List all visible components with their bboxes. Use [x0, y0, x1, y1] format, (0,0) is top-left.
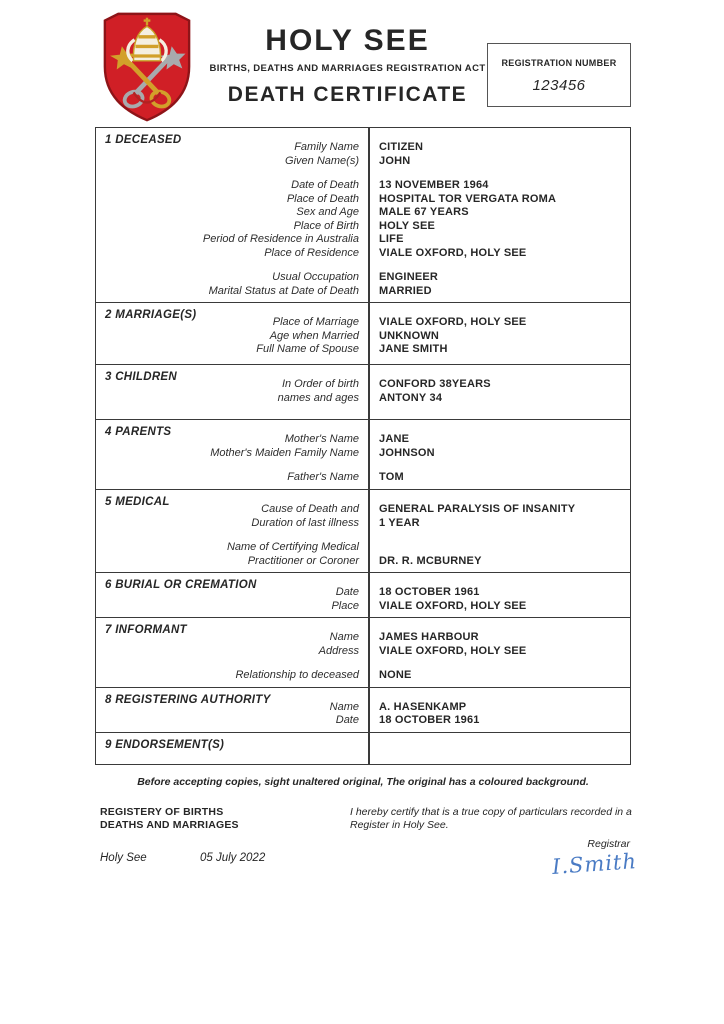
- field-row: [96, 555, 630, 569]
- field-value: 1 YEAR: [379, 516, 420, 529]
- section-rows: [96, 128, 630, 302]
- field-value: GENERAL PARALYSIS OF INSANITY: [379, 503, 576, 515]
- certificate-section: [96, 572, 630, 617]
- field-label: Duration of last illness: [251, 516, 359, 529]
- field-label: Full Name of Spouse: [256, 343, 359, 355]
- field-label: Name of Certifying Medical: [226, 541, 359, 553]
- field-row: [96, 541, 630, 555]
- field-label: Usual Occupation: [272, 271, 359, 283]
- field-value: LIFE: [379, 233, 404, 245]
- field-row: [96, 330, 630, 344]
- field-label: Place of Birth: [293, 219, 359, 232]
- field-row: [96, 433, 630, 447]
- certificate-section: [96, 419, 630, 489]
- field-label: Practitioner or Coroner: [247, 554, 359, 567]
- row-spacer: [96, 530, 630, 541]
- registrar-signature: I.Smith: [551, 849, 638, 879]
- section-title: 1 DECEASED: [105, 134, 182, 146]
- field-row: [96, 503, 630, 517]
- field-label: Address: [318, 644, 359, 657]
- registration-number-box: [487, 43, 631, 107]
- field-value: NONE: [379, 669, 412, 681]
- field-value: JAMES HARBOUR: [379, 631, 479, 643]
- certificate-table: [95, 127, 631, 765]
- field-value: JANE SMITH: [379, 343, 448, 355]
- field-row: [96, 392, 630, 406]
- field-label: Given Name(s): [285, 154, 359, 167]
- field-label: Place: [331, 599, 359, 612]
- field-value: TOM: [379, 471, 404, 483]
- field-label: Date: [335, 586, 359, 598]
- field-label: Name: [329, 631, 359, 643]
- field-row: [96, 179, 630, 193]
- field-label: Place of Marriage: [272, 316, 359, 328]
- field-row: [96, 645, 630, 659]
- field-row: [96, 471, 630, 485]
- field-value: JANE: [379, 433, 410, 445]
- field-label: Marital Status at Date of Death: [208, 284, 359, 297]
- field-label: Family Name: [294, 141, 359, 153]
- field-value: CONFORD 38YEARS: [379, 378, 491, 390]
- section-title: 3 CHILDREN: [105, 371, 178, 383]
- section-title: 7 INFORMANT: [105, 624, 187, 636]
- act-subtitle: BIRTHS, DEATHS AND MARRIAGES REGISTRATION ACT: [209, 63, 486, 74]
- field-label: Date of Death: [291, 179, 359, 191]
- field-value: A. HASENKAMP: [379, 700, 467, 713]
- section-title: 9 ENDORSEMENT(S): [105, 738, 225, 751]
- section-title: 6 BURIAL OR CREMATION: [105, 579, 257, 591]
- registry-line-1: REGISTERY OF BIRTHS: [100, 806, 224, 818]
- field-label: Age when Married: [269, 329, 359, 342]
- field-value: VIALE OXFORD, HOLY SEE: [379, 599, 527, 612]
- field-row: [96, 206, 630, 220]
- field-value: CITIZEN: [379, 141, 424, 153]
- section-title: 5 MEDICAL: [105, 496, 170, 508]
- document-title: DEATH CERTIFICATE: [227, 83, 468, 106]
- certificate-section: [96, 128, 630, 302]
- certificate-section: [96, 302, 630, 364]
- certificate-section: [96, 489, 630, 572]
- field-value: 13 NOVEMBER 1964: [379, 179, 489, 191]
- field-row: [96, 285, 630, 299]
- field-row: [96, 714, 630, 728]
- field-row: [96, 600, 630, 614]
- section-title: 4 PARENTS: [105, 426, 172, 438]
- field-row: [96, 233, 630, 247]
- registration-number-label: REGISTRATION NUMBER: [501, 58, 617, 68]
- field-row: [96, 447, 630, 461]
- section-title: 2 MARRIAGE(S): [105, 309, 197, 321]
- certificate-section: [96, 364, 630, 419]
- field-row: [96, 220, 630, 234]
- issue-place: Holy See: [100, 852, 147, 864]
- row-spacer: [96, 260, 630, 271]
- field-value: MALE 67 YEARS: [379, 206, 469, 218]
- field-value: HOSPITAL TOR VERGATA ROMA: [379, 192, 557, 205]
- field-value: ANTONY 34: [379, 391, 443, 404]
- field-value: 18 OCTOBER 1961: [379, 586, 480, 598]
- field-value: VIALE OXFORD, HOLY SEE: [379, 246, 527, 259]
- field-label: Relationship to deceased: [235, 669, 359, 681]
- registry-name: [100, 806, 239, 832]
- field-label: Mother's Maiden Family Name: [210, 446, 359, 459]
- field-row: [96, 271, 630, 285]
- field-row: [96, 155, 630, 169]
- field-value: JOHNSON: [379, 446, 435, 459]
- field-value: HOLY SEE: [379, 219, 436, 232]
- row-spacer: [96, 460, 630, 471]
- registration-number-value: 123456: [532, 77, 586, 94]
- section-title: 8 REGISTERING AUTHORITY: [105, 693, 271, 706]
- page-title: HOLY SEE: [265, 24, 430, 57]
- field-row: [96, 669, 630, 683]
- header: [196, 24, 499, 107]
- certification-statement: I hereby certify that is a true copy of particulars recorded in a Register in Holy See.: [350, 806, 632, 831]
- field-value: MARRIED: [379, 284, 432, 297]
- field-value: VIALE OXFORD, HOLY SEE: [379, 644, 527, 657]
- field-value: VIALE OXFORD, HOLY SEE: [379, 316, 527, 328]
- field-value: [368, 541, 630, 555]
- row-spacer: [96, 658, 630, 669]
- field-label: names and ages: [277, 391, 359, 404]
- field-label: In Order of birth: [281, 378, 359, 390]
- field-label: Cause of Death and: [261, 503, 359, 515]
- issue-date: 05 July 2022: [200, 852, 266, 864]
- field-row: [96, 517, 630, 531]
- field-value: DR. R. MCBURNEY: [379, 554, 482, 567]
- field-row: [96, 247, 630, 261]
- certificate-section: [96, 687, 630, 732]
- field-label: Place of Residence: [264, 246, 359, 259]
- section-rows: [96, 490, 630, 572]
- copy-notice: Before accepting copies, sight unaltered original, The original has a coloured background.: [137, 776, 589, 788]
- field-label: Mother's Name: [284, 433, 359, 445]
- field-label: Place of Death: [286, 192, 359, 205]
- field-value: UNKNOWN: [379, 329, 440, 342]
- field-label: Period of Residence in Australia: [202, 233, 359, 245]
- field-value: 18 OCTOBER 1961: [379, 714, 480, 726]
- field-row: [96, 343, 630, 357]
- holy-see-coat-of-arms-icon: [99, 11, 195, 124]
- field-row: [96, 193, 630, 207]
- certificate-section: [96, 617, 630, 687]
- row-spacer: [96, 168, 630, 179]
- field-label: Date: [335, 714, 359, 726]
- field-value: ENGINEER: [379, 271, 439, 283]
- field-label: Sex and Age: [296, 206, 359, 218]
- registrar-label: Registrar: [587, 838, 630, 850]
- registry-line-2: DEATHS AND MARRIAGES: [100, 819, 239, 831]
- field-value: JOHN: [379, 154, 411, 167]
- section-rows: [96, 420, 630, 489]
- certificate-section: [96, 732, 630, 764]
- field-label: Father's Name: [287, 471, 359, 483]
- field-label: Name: [329, 700, 359, 713]
